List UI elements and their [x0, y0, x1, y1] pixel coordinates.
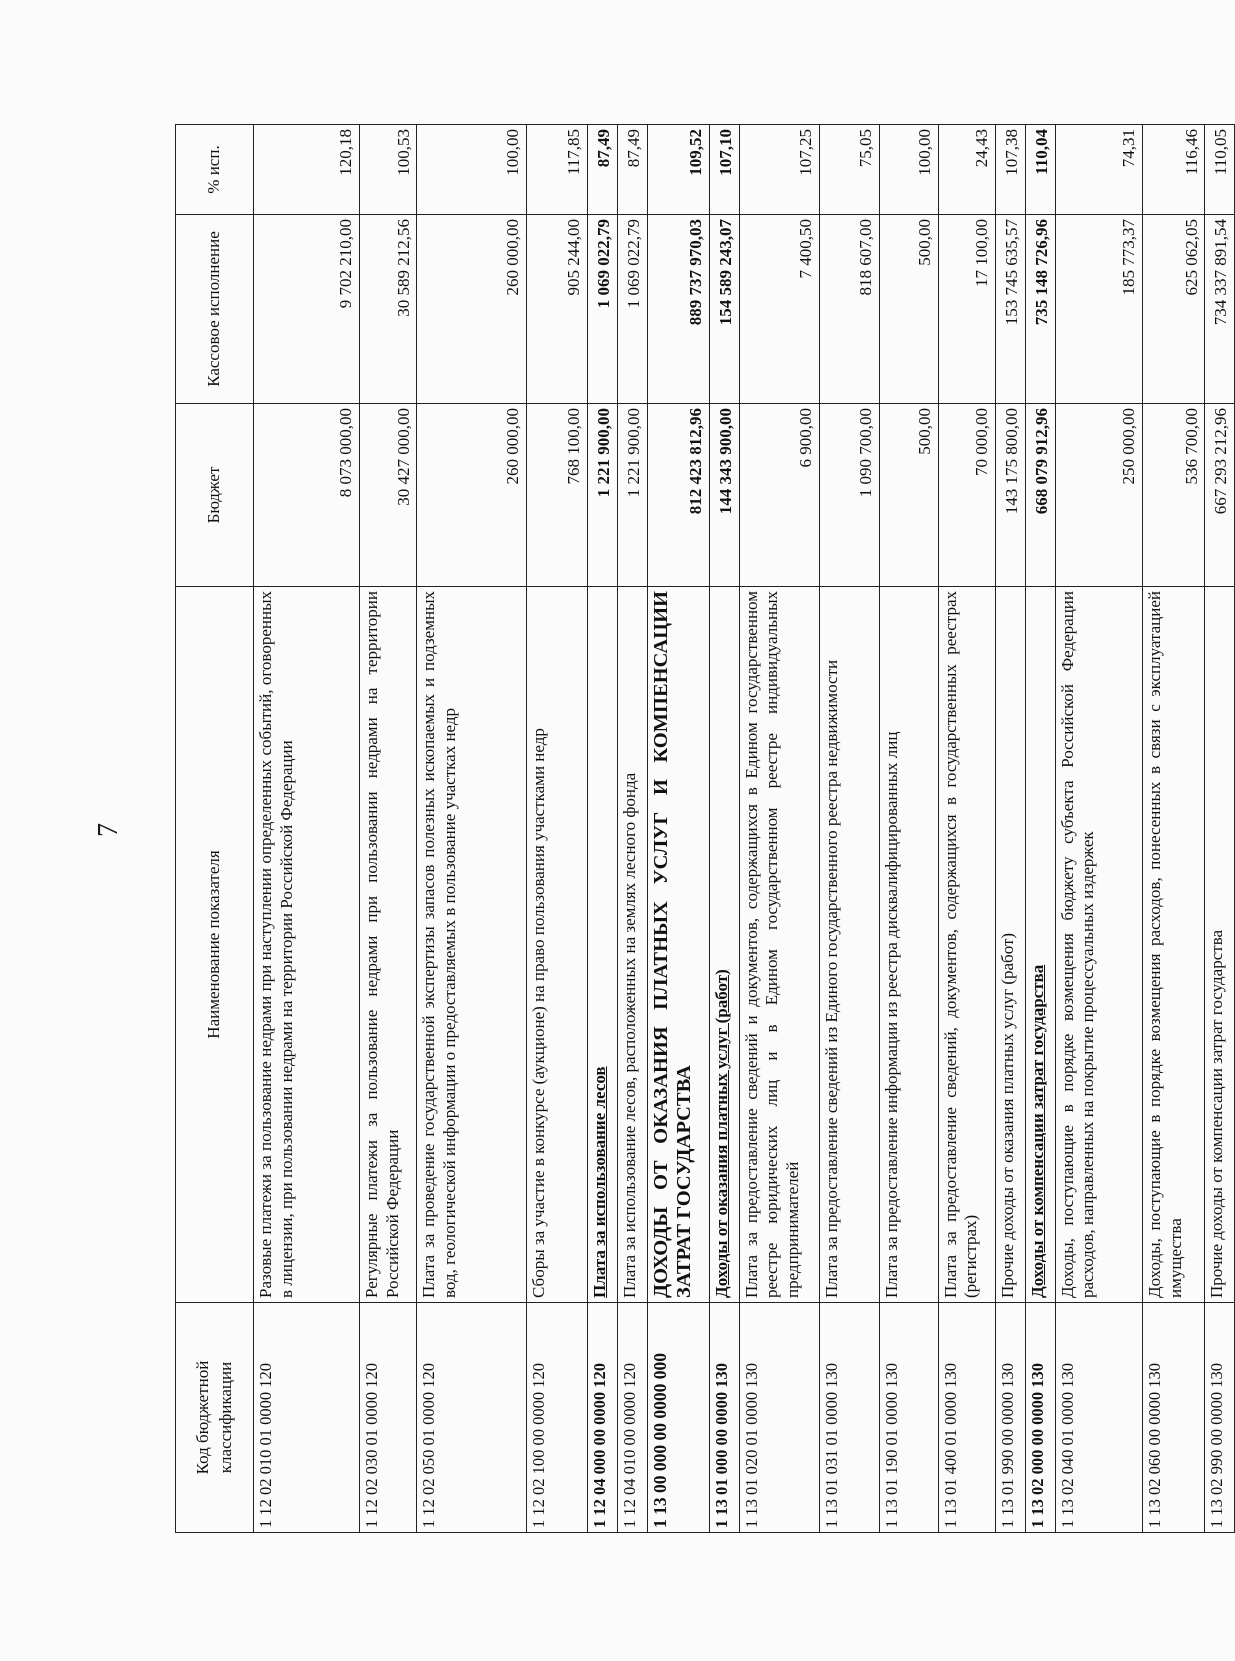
cell-budget: 1 221 900,00: [617, 404, 647, 587]
cell-percent: 110,04: [1025, 125, 1055, 215]
cell-execution: 889 737 970,03: [647, 215, 709, 404]
cell-percent: 87,49: [587, 125, 617, 215]
cell-name: Сборы за участие в конкурсе (аукционе) на право пользования участками недр: [526, 587, 587, 1303]
cell-execution: 17 100,00: [938, 215, 996, 404]
cell-name: Доходы, поступающие в порядке возмещения бюджету субъекта Российской Федерации расходов, направленных на покрытие процессуальных издержек: [1055, 587, 1142, 1303]
table-row: [1025, 125, 1055, 1533]
cell-percent: 100,00: [879, 125, 938, 215]
cell-code: 1 12 04 010 00 0000 120: [617, 1303, 647, 1533]
cell-budget: 70 000,00: [938, 404, 996, 587]
cell-execution: 735 148 726,96: [1025, 215, 1055, 404]
cell-code: 1 12 02 030 01 0000 120: [359, 1303, 417, 1533]
cell-code: 1 13 02 000 00 0000 130: [1025, 1303, 1055, 1533]
cell-execution: 625 062,05: [1143, 215, 1205, 404]
cell-code: 1 13 02 060 00 0000 130: [1143, 1303, 1205, 1533]
cell-budget: 6 900,00: [739, 404, 820, 587]
cell-execution: 905 244,00: [526, 215, 587, 404]
cell-percent: 110,05: [1205, 125, 1235, 215]
cell-name: ДОХОДЫ ОТ ОКАЗАНИЯ ПЛАТНЫХ УСЛУГ И КОМПЕНСАЦИИ ЗАТРАТ ГОСУДАРСТВА: [647, 587, 709, 1303]
cell-name: Регулярные платежи за пользование недрами при пользовании недрами на территории Российской Федерации: [359, 587, 417, 1303]
cell-budget: 536 700,00: [1143, 404, 1205, 587]
cell-code: 1 12 02 100 00 0000 120: [526, 1303, 587, 1533]
header-name: Наименование показателя: [176, 587, 254, 1303]
cell-percent: 109,52: [647, 125, 709, 215]
cell-budget: 143 175 800,00: [996, 404, 1026, 587]
cell-budget: 500,00: [879, 404, 938, 587]
cell-percent: 100,00: [417, 125, 526, 215]
cell-budget: 260 000,00: [417, 404, 526, 587]
table-row: [739, 125, 820, 1533]
table-row: [647, 125, 709, 1533]
cell-percent: 75,05: [820, 125, 880, 215]
cell-percent: 107,10: [709, 125, 739, 215]
cell-execution: 153 745 635,57: [996, 215, 1026, 404]
cell-percent: 24,43: [938, 125, 996, 215]
cell-name: Плата за использование лесов, расположенных на землях лесного фонда: [617, 587, 647, 1303]
cell-percent: 74,31: [1055, 125, 1142, 215]
cell-code: 1 13 00 000 00 0000 000: [647, 1303, 709, 1533]
table-row: [254, 125, 360, 1533]
cell-code: 1 12 04 000 00 0000 120: [587, 1303, 617, 1533]
cell-name: Плата за предоставление информации из реестра дисквалифицированных лиц: [879, 587, 938, 1303]
cell-budget: 768 100,00: [526, 404, 587, 587]
cell-execution: 734 337 891,54: [1205, 215, 1235, 404]
cell-execution: 185 773,37: [1055, 215, 1142, 404]
table-row: [587, 125, 617, 1533]
cell-percent: 107,25: [739, 125, 820, 215]
table-row: [1143, 125, 1205, 1533]
cell-code: 1 13 01 000 00 0000 130: [709, 1303, 739, 1533]
cell-budget: 812 423 812,96: [647, 404, 709, 587]
cell-code: 1 13 01 020 01 0000 130: [739, 1303, 820, 1533]
cell-code: 1 13 01 190 01 0000 130: [879, 1303, 938, 1533]
table-viewport: [175, 125, 1235, 1533]
cell-budget: 1 221 900,00: [587, 404, 617, 587]
cell-name: Доходы, поступающие в порядке возмещения расходов, понесенных в связи с эксплуатацией имущества: [1143, 587, 1205, 1303]
cell-name: Плата за предоставление сведений, документов, содержащихся в государственных реестрах (регистрах): [938, 587, 996, 1303]
cell-code: 1 13 02 040 01 0000 130: [1055, 1303, 1142, 1533]
cell-budget: 30 427 000,00: [359, 404, 417, 587]
cell-code: 1 12 02 010 01 0000 120: [254, 1303, 360, 1533]
cell-name: Плата за использование лесов: [587, 587, 617, 1303]
cell-execution: 9 702 210,00: [254, 215, 360, 404]
cell-code: 1 12 02 050 01 0000 120: [417, 1303, 526, 1533]
cell-code: 1 13 01 990 00 0000 130: [996, 1303, 1026, 1533]
table-row: [1205, 125, 1235, 1533]
table-row: [996, 125, 1026, 1533]
cell-percent: 100,53: [359, 125, 417, 215]
cell-name: Прочие доходы от компенсации затрат государства: [1205, 587, 1235, 1303]
cell-budget: 667 293 212,96: [1205, 404, 1235, 587]
table-row: [359, 125, 417, 1533]
table-header-row: [176, 125, 254, 1533]
table-row: [526, 125, 587, 1533]
cell-name: Доходы от компенсации затрат государства: [1025, 587, 1055, 1303]
table-row: [820, 125, 880, 1533]
cell-name: Плата за проведение государственной экспертизы запасов полезных ископаемых и подземных вод, геологической информации о предоставляемых в пользование участках недр: [417, 587, 526, 1303]
budget-table: [175, 124, 1235, 1533]
table-row: [1055, 125, 1142, 1533]
cell-name: Доходы от оказания платных услуг (работ): [709, 587, 739, 1303]
cell-execution: 260 000,00: [417, 215, 526, 404]
cell-execution: 1 069 022,79: [587, 215, 617, 404]
cell-execution: 1 069 022,79: [617, 215, 647, 404]
cell-percent: 107,38: [996, 125, 1026, 215]
cell-code: 1 13 01 400 01 0000 130: [938, 1303, 996, 1533]
cell-execution: 7 400,50: [739, 215, 820, 404]
cell-code: 1 13 01 031 01 0000 130: [820, 1303, 880, 1533]
cell-budget: 1 090 700,00: [820, 404, 880, 587]
cell-budget: 8 073 000,00: [254, 404, 360, 587]
cell-budget: 250 000,00: [1055, 404, 1142, 587]
table-row: [938, 125, 996, 1533]
cell-execution: 30 589 212,56: [359, 215, 417, 404]
table-row: [417, 125, 526, 1533]
table-row: [709, 125, 739, 1533]
table-row: [617, 125, 647, 1533]
header-code: Код бюджетной классификации: [176, 1303, 254, 1533]
cell-budget: 144 343 900,00: [709, 404, 739, 587]
header-execution: Кассовое исполнение: [176, 215, 254, 404]
cell-name: Плата за предоставление сведений и документов, содержащихся в Едином государственном реестре юридических лиц и в Едином государственном реестре индивидуальных предпринимателей: [739, 587, 820, 1303]
cell-percent: 117,85: [526, 125, 587, 215]
cell-percent: 116,46: [1143, 125, 1205, 215]
cell-percent: 87,49: [617, 125, 647, 215]
table-row: [879, 125, 938, 1533]
cell-code: 1 13 02 990 00 0000 130: [1205, 1303, 1235, 1533]
cell-execution: 818 607,00: [820, 215, 880, 404]
table-body: [254, 125, 1235, 1533]
cell-budget: 668 079 912,96: [1025, 404, 1055, 587]
cell-execution: 154 589 243,07: [709, 215, 739, 404]
cell-name: Прочие доходы от оказания платных услуг (работ): [996, 587, 1026, 1303]
cell-percent: 120,18: [254, 125, 360, 215]
header-percent: % исп.: [176, 125, 254, 215]
cell-execution: 500,00: [879, 215, 938, 404]
cell-name: Разовые платежи за пользование недрами при наступлении определенных событий, оговоренных в лицензии, при пользовании недрами на территории Российской Федерации: [254, 587, 360, 1303]
cell-name: Плата за предоставление сведений из Единого государственного реестра недвижимости: [820, 587, 880, 1303]
page-number: 7: [93, 823, 124, 837]
header-budget: Бюджет: [176, 404, 254, 587]
